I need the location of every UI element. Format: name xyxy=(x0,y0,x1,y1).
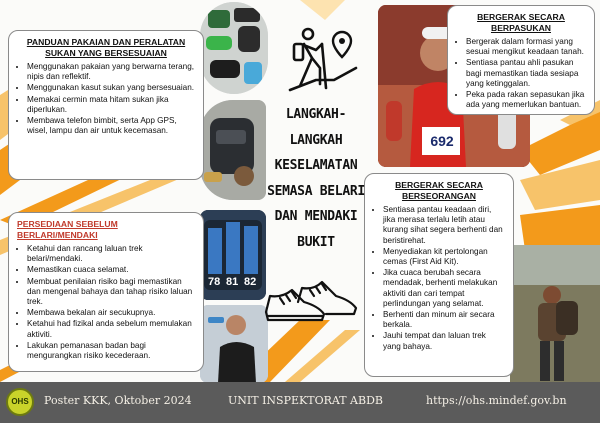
title-line: LANGKAH xyxy=(289,132,343,148)
watch-digit-2: 81 xyxy=(226,276,239,288)
card-pasukan-list xyxy=(456,37,586,110)
list-item: • Membawa telefon bimbit, serta App GPS, wisel, lampu dan air untuk kecemasan. xyxy=(27,116,195,136)
race-bib-number: 692 xyxy=(430,133,454,149)
runner-drinking-photo xyxy=(200,305,268,383)
list-item: • Berhenti dan minum air secara berkala. xyxy=(383,310,505,330)
list-item: • Memastikan cuaca selamat. xyxy=(27,265,195,275)
hiker-photo xyxy=(510,245,600,385)
title-line: SEMASA BELARI xyxy=(267,183,365,199)
list-item: • Peka pada rakan sepasukan jika ada yang memerlukan bantuan. xyxy=(466,90,586,110)
location-pin-icon xyxy=(333,32,351,57)
list-item: • Menggunakan kasut sukan yang bersesuaian. xyxy=(27,83,195,93)
list-item: • Membuat penilaian risiko bagi memastikan dan mengenal bahaya dan tahap risiko laluan trek. xyxy=(27,277,195,308)
card-pakaian xyxy=(8,30,204,180)
list-item: • Ketahui dan rancang laluan trek belari/mendaki. xyxy=(27,244,195,264)
hiker-icon xyxy=(286,24,360,94)
list-item: • Jika cuaca berubah secara mendadak, berhenti melakukan aktiviti dan cari tempat perlindungan yang selamat. xyxy=(383,268,505,309)
card-seorangan xyxy=(364,173,514,377)
card-seorangan-list xyxy=(373,205,505,352)
poster-title xyxy=(254,102,378,255)
list-item: • Ketahui had fizikal anda sebelum memulakan aktiviti. xyxy=(27,319,195,339)
list-item: • Menyediakan kit pertolongan cemas (First Aid Kit). xyxy=(383,247,505,267)
card-persediaan-list xyxy=(17,244,195,361)
title-line: DAN MENDAKI xyxy=(274,209,358,224)
title-line: LANGKAH- xyxy=(285,107,347,122)
list-item: • Jauhi tempat dan laluan trek yang bahaya. xyxy=(383,331,505,351)
list-item: • Sentiasa pantau ahli pasukan bagi memastikan tiada sesiapa yang ketinggalan. xyxy=(466,58,586,89)
footer-bar xyxy=(0,382,600,423)
ohs-logo xyxy=(6,388,34,416)
card-pakaian-list xyxy=(17,62,195,136)
list-item: • Memakai cermin mata hitam sukan jika diperlukan. xyxy=(27,95,195,115)
card-persediaan-heading: PERSEDIAAN SEBELUM BERLARI/MENDAKI xyxy=(17,219,118,240)
card-persediaan xyxy=(8,212,204,372)
title-line: KESELAMATAN xyxy=(274,158,358,173)
running-gear-photo xyxy=(200,2,268,94)
footer-unit-name: UNIT INSPEKTORAT ABDB xyxy=(228,394,383,407)
card-seorangan-heading: BERGERAK SECARA BERSEORANGAN xyxy=(395,180,483,201)
list-item: • Membawa bekalan air secukupnya. xyxy=(27,308,195,318)
list-item: • Menggunakan pakaian yang berwarna terang, nipis dan reflektif. xyxy=(27,62,195,82)
card-pasukan xyxy=(447,5,595,115)
card-pakaian-heading: PANDUAN PAKAIAN DAN PERALATAN SUKAN YANG BERSESUAIAN xyxy=(26,37,186,58)
watch-digit-3: 82 xyxy=(244,276,257,288)
title-line: BUKIT xyxy=(297,234,335,250)
watch-digit-1: 78 xyxy=(208,276,221,288)
ohs-logo-text: OHS xyxy=(11,397,29,406)
list-item: • Bergerak dalam formasi yang sesuai mengikut keadaan tanah. xyxy=(466,37,586,57)
running-shoes-icon xyxy=(262,268,362,328)
footer-website-link[interactable]: https://ohs.mindef.gov.bn xyxy=(426,394,567,407)
list-item: • Lakukan pemanasan badan bagi mengurangkan risiko kecederaan. xyxy=(27,341,195,361)
list-item: • Sentiasa pantau keadaan diri, jika merasa terlalu letih atau kurang sihat segera berhenti dan beristirehat. xyxy=(383,205,505,246)
card-pasukan-heading: BERGERAK SECARA BERPASUKAN xyxy=(477,12,565,33)
footer-poster-date: Poster KKK, Oktober 2024 xyxy=(44,394,192,407)
